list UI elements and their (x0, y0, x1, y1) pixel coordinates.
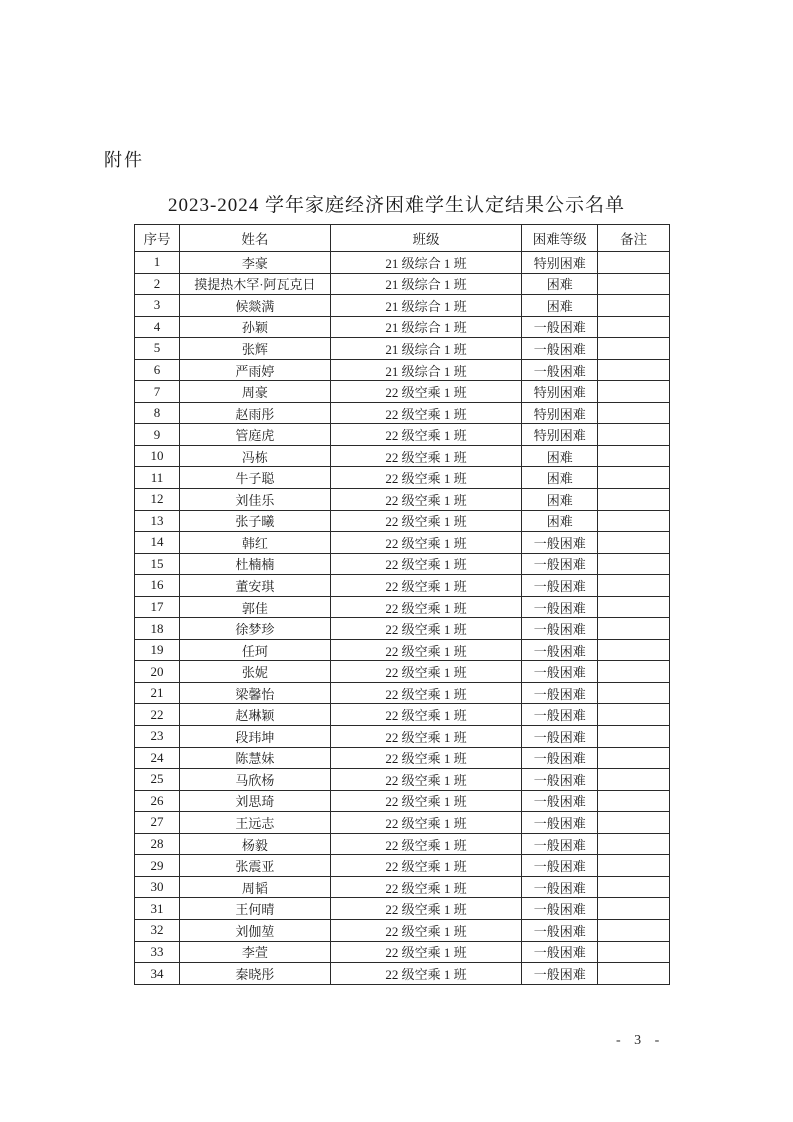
row-index-cell: 27 (135, 812, 180, 834)
student-name-cell: 张妮 (179, 661, 330, 683)
col-header-index: 序号 (135, 225, 180, 252)
remark-cell (598, 639, 670, 661)
row-index-cell: 25 (135, 769, 180, 791)
remark-cell (598, 661, 670, 683)
class-cell: 22 级空乘 1 班 (330, 402, 522, 424)
row-index-cell: 21 (135, 682, 180, 704)
class-cell: 21 级综合 1 班 (330, 252, 522, 274)
difficulty-level-cell: 一般困难 (522, 618, 598, 640)
row-index-cell: 26 (135, 790, 180, 812)
class-cell: 22 级空乘 1 班 (330, 919, 522, 941)
difficulty-level-cell: 特别困难 (522, 381, 598, 403)
remark-cell (598, 532, 670, 554)
difficulty-level-cell: 一般困难 (522, 898, 598, 920)
student-name-cell: 候燚满 (179, 295, 330, 317)
table-row (135, 661, 670, 683)
class-cell: 22 级空乘 1 班 (330, 639, 522, 661)
difficulty-level-cell: 一般困难 (522, 747, 598, 769)
difficulty-level-cell: 一般困难 (522, 812, 598, 834)
class-cell: 22 级空乘 1 班 (330, 833, 522, 855)
remark-cell (598, 510, 670, 532)
student-name-cell: 段玮坤 (179, 726, 330, 748)
class-cell: 21 级综合 1 班 (330, 338, 522, 360)
remark-cell (598, 424, 670, 446)
remark-cell (598, 747, 670, 769)
table-row (135, 402, 670, 424)
remark-cell (598, 273, 670, 295)
row-index-cell: 19 (135, 639, 180, 661)
difficulty-level-cell: 一般困难 (522, 553, 598, 575)
class-cell: 22 级空乘 1 班 (330, 790, 522, 812)
class-cell: 21 级综合 1 班 (330, 316, 522, 338)
table-row (135, 273, 670, 295)
remark-cell (598, 445, 670, 467)
student-name-cell: 郭佳 (179, 596, 330, 618)
remark-cell (598, 876, 670, 898)
student-name-cell: 周韬 (179, 876, 330, 898)
table-row (135, 338, 670, 360)
class-cell: 21 级综合 1 班 (330, 359, 522, 381)
class-cell: 21 级综合 1 班 (330, 295, 522, 317)
remark-cell (598, 898, 670, 920)
class-cell: 22 级空乘 1 班 (330, 769, 522, 791)
student-name-cell: 杜楠楠 (179, 553, 330, 575)
class-cell: 22 级空乘 1 班 (330, 553, 522, 575)
row-index-cell: 9 (135, 424, 180, 446)
row-index-cell: 32 (135, 919, 180, 941)
student-name-cell: 张辉 (179, 338, 330, 360)
table-row (135, 682, 670, 704)
table-header-row (135, 225, 670, 252)
table-row (135, 790, 670, 812)
difficulty-level-cell: 困难 (522, 467, 598, 489)
difficulty-level-cell: 困难 (522, 445, 598, 467)
student-name-cell: 秦晓彤 (179, 963, 330, 985)
table-row (135, 445, 670, 467)
remark-cell (598, 575, 670, 597)
difficulty-level-cell: 一般困难 (522, 359, 598, 381)
table-row (135, 359, 670, 381)
table-row (135, 726, 670, 748)
row-index-cell: 15 (135, 553, 180, 575)
difficulty-level-cell: 特别困难 (522, 252, 598, 274)
remark-cell (598, 402, 670, 424)
row-index-cell: 20 (135, 661, 180, 683)
table-row (135, 295, 670, 317)
table-row (135, 553, 670, 575)
table-row (135, 424, 670, 446)
row-index-cell: 33 (135, 941, 180, 963)
remark-cell (598, 359, 670, 381)
student-name-cell: 陈慧妹 (179, 747, 330, 769)
difficulty-level-cell: 一般困难 (522, 682, 598, 704)
class-cell: 22 级空乘 1 班 (330, 445, 522, 467)
class-cell: 22 级空乘 1 班 (330, 747, 522, 769)
student-name-cell: 刘佳乐 (179, 489, 330, 511)
class-cell: 22 级空乘 1 班 (330, 963, 522, 985)
class-cell: 22 级空乘 1 班 (330, 661, 522, 683)
student-name-cell: 梁馨怡 (179, 682, 330, 704)
remark-cell (598, 769, 670, 791)
student-name-cell: 赵琳颖 (179, 704, 330, 726)
table-row (135, 812, 670, 834)
difficulty-level-cell: 一般困难 (522, 790, 598, 812)
table-row (135, 941, 670, 963)
difficulty-level-cell: 一般困难 (522, 575, 598, 597)
table-row (135, 833, 670, 855)
student-name-cell: 王远志 (179, 812, 330, 834)
class-cell: 22 级空乘 1 班 (330, 704, 522, 726)
difficulty-level-cell: 一般困难 (522, 338, 598, 360)
col-header-difficulty: 困难等级 (522, 225, 598, 252)
row-index-cell: 28 (135, 833, 180, 855)
remark-cell (598, 855, 670, 877)
row-index-cell: 8 (135, 402, 180, 424)
class-cell: 22 级空乘 1 班 (330, 726, 522, 748)
remark-cell (598, 963, 670, 985)
table-row (135, 596, 670, 618)
attachment-label: 附件 (104, 150, 144, 170)
document-title: 2023-2024 学年家庭经济困难学生认定结果公示名单 (167, 195, 626, 216)
class-cell: 22 级空乘 1 班 (330, 876, 522, 898)
class-cell: 22 级空乘 1 班 (330, 575, 522, 597)
row-index-cell: 3 (135, 295, 180, 317)
student-name-cell: 任珂 (179, 639, 330, 661)
col-header-class: 班级 (330, 225, 522, 252)
class-cell: 22 级空乘 1 班 (330, 618, 522, 640)
page-number: - 3 - (616, 1033, 665, 1048)
remark-cell (598, 596, 670, 618)
table-row (135, 575, 670, 597)
table-row (135, 532, 670, 554)
row-index-cell: 1 (135, 252, 180, 274)
remark-cell (598, 618, 670, 640)
row-index-cell: 18 (135, 618, 180, 640)
row-index-cell: 34 (135, 963, 180, 985)
row-index-cell: 7 (135, 381, 180, 403)
remark-cell (598, 726, 670, 748)
difficulty-level-cell: 一般困难 (522, 919, 598, 941)
table-row (135, 639, 670, 661)
difficulty-level-cell: 一般困难 (522, 963, 598, 985)
student-name-cell: 李萱 (179, 941, 330, 963)
difficulty-level-cell: 困难 (522, 489, 598, 511)
student-name-cell: 孙颖 (179, 316, 330, 338)
difficulty-level-cell: 一般困难 (522, 639, 598, 661)
class-cell: 22 级空乘 1 班 (330, 596, 522, 618)
remark-cell (598, 295, 670, 317)
class-cell: 22 级空乘 1 班 (330, 489, 522, 511)
student-name-cell: 赵雨彤 (179, 402, 330, 424)
class-cell: 22 级空乘 1 班 (330, 941, 522, 963)
student-name-cell: 董安琪 (179, 575, 330, 597)
remark-cell (598, 941, 670, 963)
remark-cell (598, 252, 670, 274)
remark-cell (598, 381, 670, 403)
class-cell: 22 级空乘 1 班 (330, 682, 522, 704)
row-index-cell: 14 (135, 532, 180, 554)
class-cell: 22 级空乘 1 班 (330, 855, 522, 877)
difficulty-level-cell: 特别困难 (522, 402, 598, 424)
col-header-name: 姓名 (179, 225, 330, 252)
difficulty-level-cell: 困难 (522, 510, 598, 532)
student-name-cell: 严雨婷 (179, 359, 330, 381)
difficulty-level-cell: 一般困难 (522, 532, 598, 554)
remark-cell (598, 338, 670, 360)
table-row (135, 252, 670, 274)
student-name-cell: 张子曦 (179, 510, 330, 532)
table-row (135, 963, 670, 985)
student-name-cell: 张震亚 (179, 855, 330, 877)
student-name-cell: 周豪 (179, 381, 330, 403)
student-name-cell: 李豪 (179, 252, 330, 274)
row-index-cell: 17 (135, 596, 180, 618)
table-row (135, 898, 670, 920)
row-index-cell: 22 (135, 704, 180, 726)
student-name-cell: 徐梦珍 (179, 618, 330, 640)
row-index-cell: 13 (135, 510, 180, 532)
class-cell: 22 级空乘 1 班 (330, 812, 522, 834)
table-row (135, 704, 670, 726)
row-index-cell: 12 (135, 489, 180, 511)
difficulty-level-cell: 一般困难 (522, 876, 598, 898)
student-name-cell: 牛子聪 (179, 467, 330, 489)
remark-cell (598, 812, 670, 834)
students-table (134, 224, 670, 985)
difficulty-level-cell: 一般困难 (522, 941, 598, 963)
remark-cell (598, 467, 670, 489)
difficulty-level-cell: 特别困难 (522, 424, 598, 446)
row-index-cell: 23 (135, 726, 180, 748)
difficulty-level-cell: 一般困难 (522, 661, 598, 683)
difficulty-level-cell: 困难 (522, 273, 598, 295)
table-row (135, 747, 670, 769)
class-cell: 22 级空乘 1 班 (330, 381, 522, 403)
table-row (135, 316, 670, 338)
row-index-cell: 24 (135, 747, 180, 769)
table-row (135, 467, 670, 489)
table-row (135, 489, 670, 511)
row-index-cell: 2 (135, 273, 180, 295)
remark-cell (598, 489, 670, 511)
class-cell: 22 级空乘 1 班 (330, 510, 522, 532)
difficulty-level-cell: 一般困难 (522, 726, 598, 748)
row-index-cell: 29 (135, 855, 180, 877)
row-index-cell: 31 (135, 898, 180, 920)
student-name-cell: 冯栋 (179, 445, 330, 467)
class-cell: 22 级空乘 1 班 (330, 898, 522, 920)
difficulty-level-cell: 困难 (522, 295, 598, 317)
student-name-cell: 马欣杨 (179, 769, 330, 791)
remark-cell (598, 790, 670, 812)
table-row (135, 381, 670, 403)
row-index-cell: 6 (135, 359, 180, 381)
row-index-cell: 16 (135, 575, 180, 597)
student-name-cell: 韩红 (179, 532, 330, 554)
table-row (135, 618, 670, 640)
student-name-cell: 管庭虎 (179, 424, 330, 446)
remark-cell (598, 919, 670, 941)
row-index-cell: 30 (135, 876, 180, 898)
row-index-cell: 11 (135, 467, 180, 489)
remark-cell (598, 833, 670, 855)
student-name-cell: 杨毅 (179, 833, 330, 855)
difficulty-level-cell: 一般困难 (522, 596, 598, 618)
student-name-cell: 刘伽堃 (179, 919, 330, 941)
difficulty-level-cell: 一般困难 (522, 855, 598, 877)
remark-cell (598, 316, 670, 338)
remark-cell (598, 704, 670, 726)
student-name-cell: 摸提热木罕·阿瓦克日 (179, 273, 330, 295)
remark-cell (598, 553, 670, 575)
class-cell: 21 级综合 1 班 (330, 273, 522, 295)
student-name-cell: 刘思琦 (179, 790, 330, 812)
difficulty-level-cell: 一般困难 (522, 769, 598, 791)
row-index-cell: 4 (135, 316, 180, 338)
student-name-cell: 王何晴 (179, 898, 330, 920)
class-cell: 22 级空乘 1 班 (330, 532, 522, 554)
class-cell: 22 级空乘 1 班 (330, 467, 522, 489)
table-row (135, 769, 670, 791)
table-row (135, 919, 670, 941)
table-row (135, 855, 670, 877)
col-header-remark: 备注 (598, 225, 670, 252)
difficulty-level-cell: 一般困难 (522, 833, 598, 855)
difficulty-level-cell: 一般困难 (522, 704, 598, 726)
row-index-cell: 10 (135, 445, 180, 467)
difficulty-level-cell: 一般困难 (522, 316, 598, 338)
table-row (135, 510, 670, 532)
row-index-cell: 5 (135, 338, 180, 360)
remark-cell (598, 682, 670, 704)
table-row (135, 876, 670, 898)
class-cell: 22 级空乘 1 班 (330, 424, 522, 446)
